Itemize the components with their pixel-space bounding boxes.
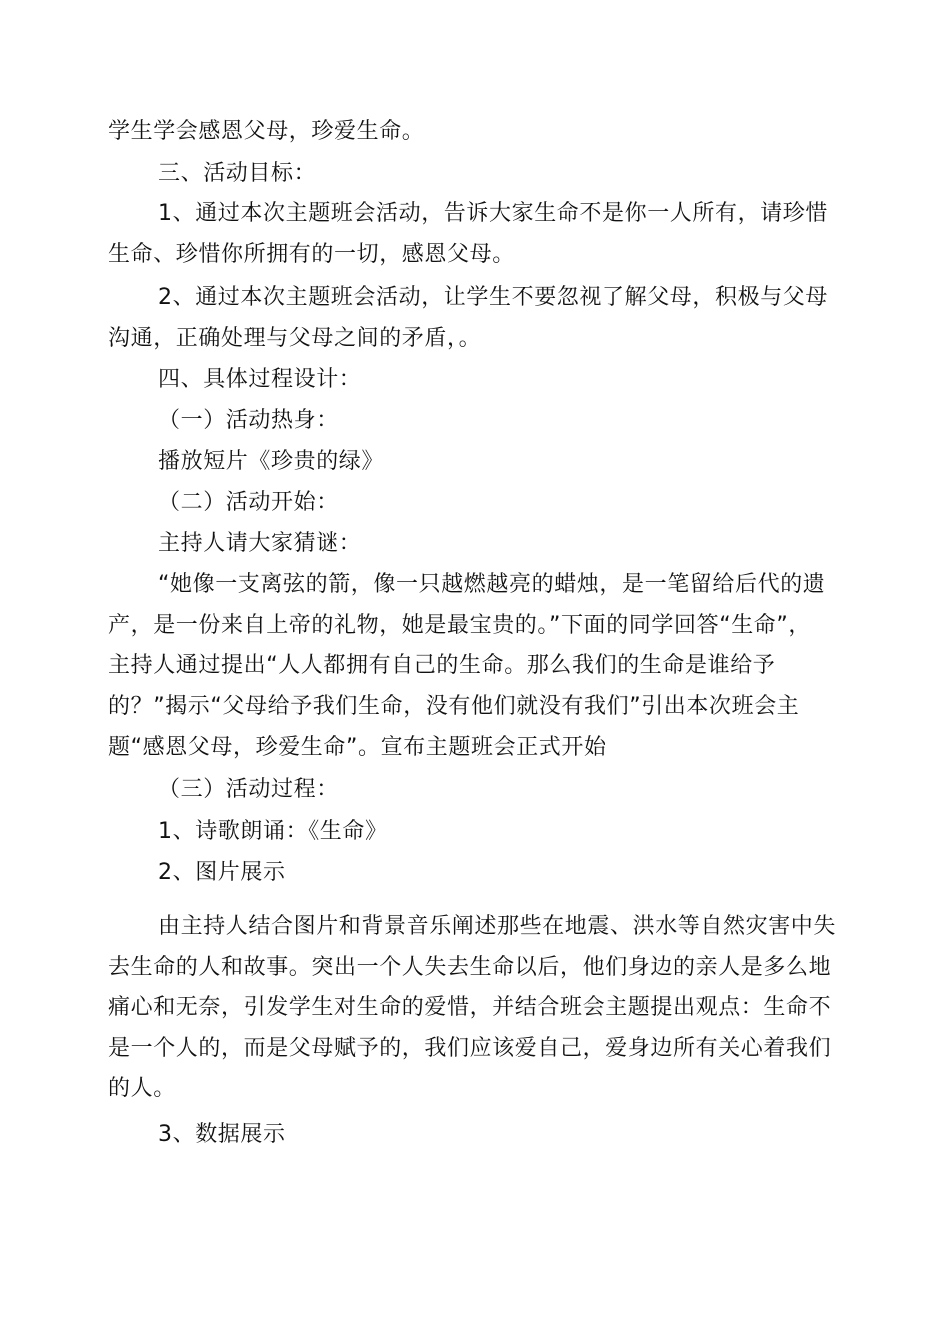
- text-line: 播放短片《珍贵的绿》: [158, 449, 385, 474]
- text-line: 2、通过本次主题班会活动，让学生不要忽视了解父母，积极与父母: [158, 285, 828, 310]
- text-line: 2、图片展示: [158, 860, 286, 885]
- subsection-heading: （二）活动开始：: [158, 490, 339, 515]
- text-line: 产，是一份来自上帝的礼物，她是最宝贵的。”下面的同学回答“生命”，: [108, 613, 811, 638]
- text-line: “她像一支离弦的箭，像一只越燃越亮的蜡烛，是一笔留给后代的遗: [158, 572, 826, 597]
- section-heading: 四、具体过程设计：: [158, 367, 362, 392]
- text-line: 主持人通过提出“人人都拥有自己的生命。那么我们的生命是谁给予: [108, 653, 776, 678]
- text-line: 学生学会感恩父母，珍爱生命。: [108, 119, 425, 144]
- subsection-heading: （三）活动过程：: [158, 777, 339, 802]
- text-line: 痛心和无奈，引发学生对生命的爱惜，并结合班会主题提出观点：生命不: [108, 995, 832, 1020]
- text-line: 题“感恩父母，珍爱生命”。宣布主题班会正式开始: [108, 735, 607, 760]
- section-heading: 三、活动目标：: [158, 161, 317, 186]
- text-line: 1、诗歌朗诵：《生命》: [158, 819, 388, 844]
- text-line: 的？”揭示“父母给予我们生命，没有他们就没有我们”引出本次班会主: [108, 694, 800, 719]
- text-line: 3、数据展示: [158, 1122, 286, 1147]
- text-line: 是一个人的，而是父母赋予的，我们应该爱自己，爱身边所有关心着我们: [108, 1036, 832, 1061]
- text-line: 主持人请大家猜谜：: [158, 531, 362, 556]
- text-line: 的人。: [108, 1076, 176, 1101]
- subsection-heading: （一）活动热身：: [158, 408, 339, 433]
- text-line: 沟通，正确处理与父母之间的矛盾，。: [108, 326, 482, 351]
- text-line: 由主持人结合图片和背景音乐阐述那些在地震、洪水等自然灾害中失: [158, 914, 837, 939]
- text-line: 1、通过本次主题班会活动，告诉大家生命不是你一人所有，请珍惜: [158, 201, 828, 226]
- text-line: 生命、珍惜你所拥有的一切，感恩父母。: [108, 242, 515, 267]
- text-line: 去生命的人和故事。突出一个人失去生命以后，他们身边的亲人是多么地: [108, 955, 832, 980]
